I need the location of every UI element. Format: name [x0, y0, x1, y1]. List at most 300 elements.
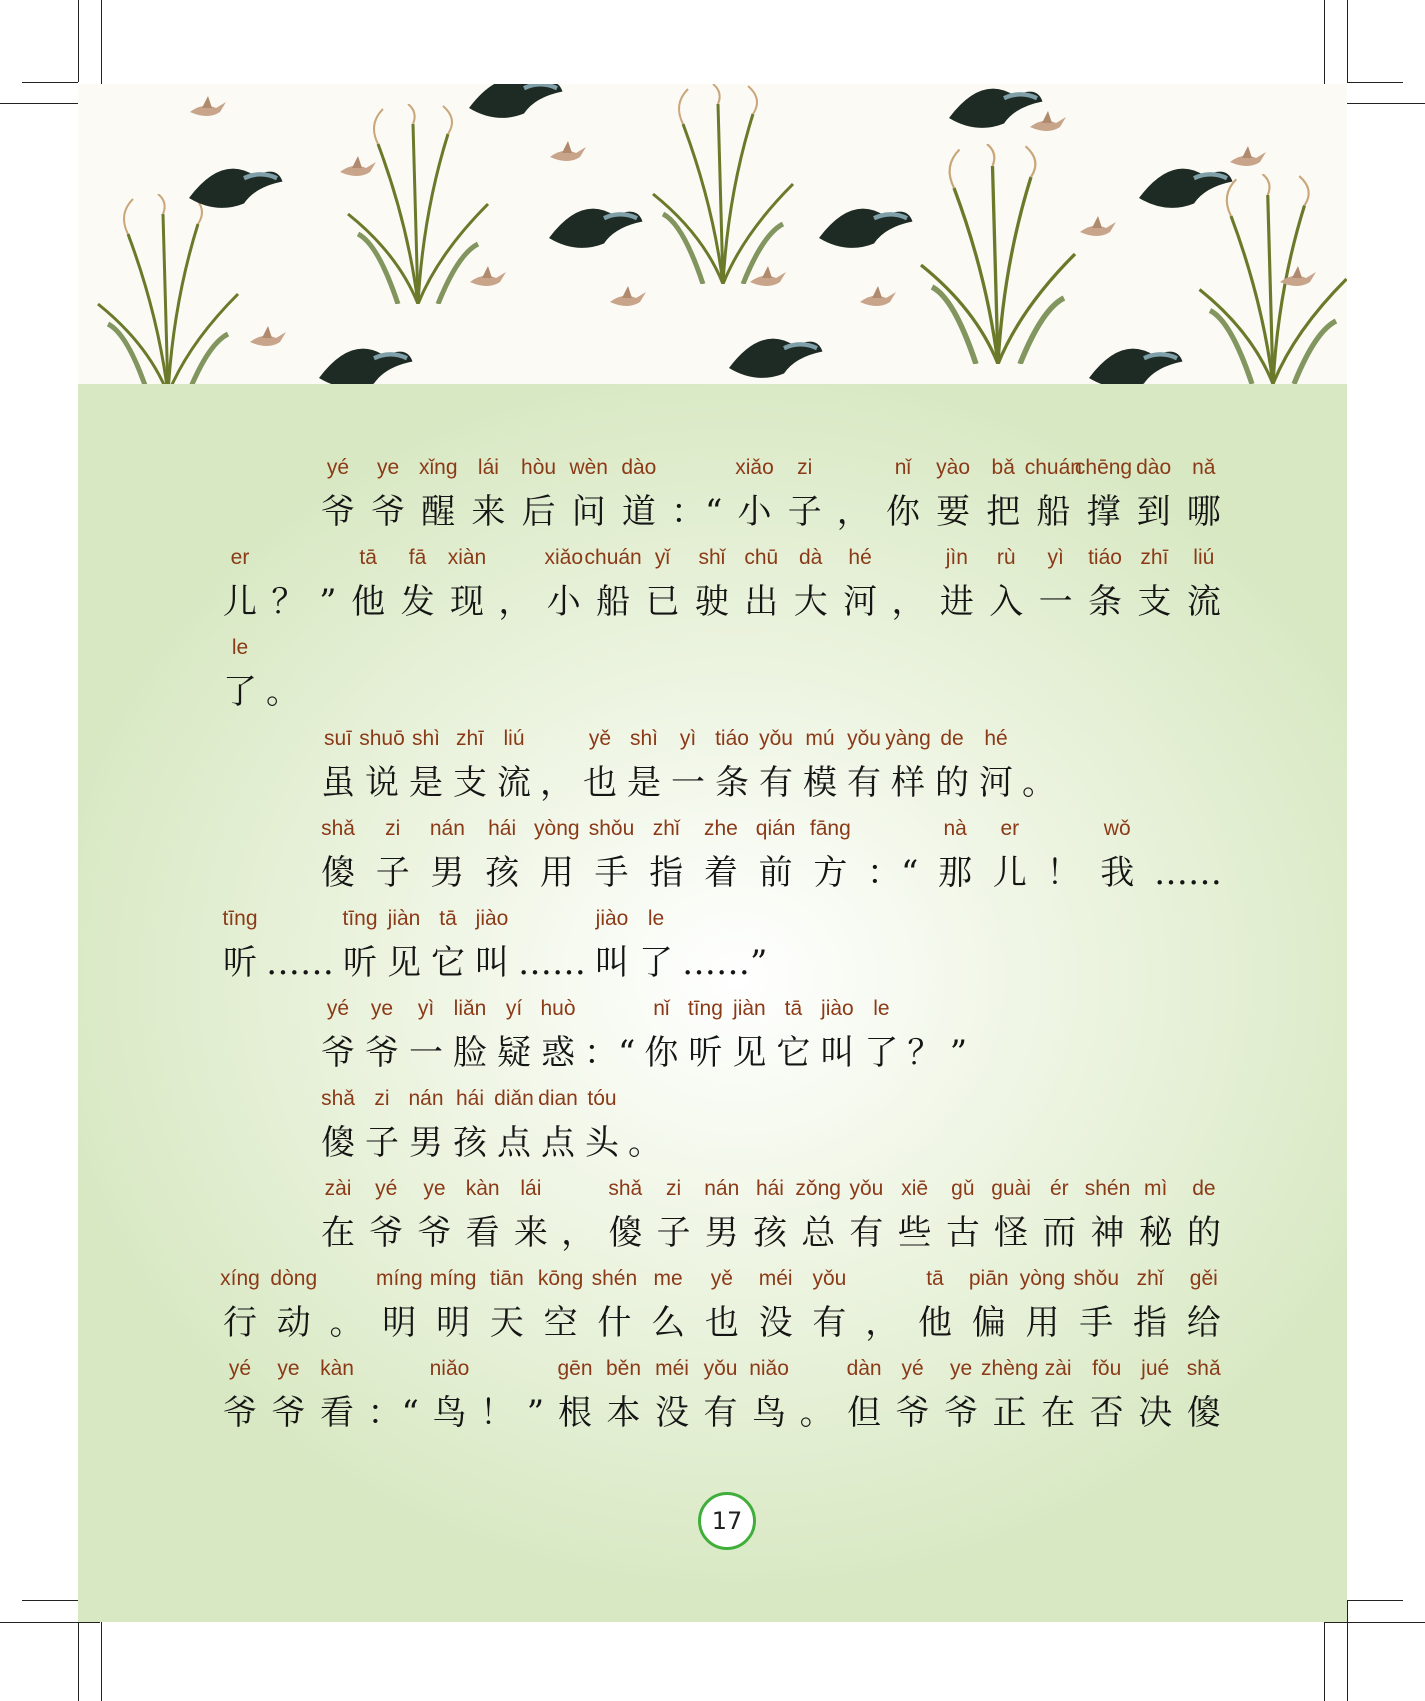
hanzi: 子: [656, 1213, 691, 1253]
ruby-character: [400, 546, 436, 622]
ruby-character: [848, 1177, 884, 1253]
hanzi: 用: [539, 853, 574, 893]
pinyin: qián: [755, 817, 796, 840]
ruby-character: [656, 1177, 692, 1253]
pinyin: liú: [1193, 546, 1215, 569]
hanzi: 男: [430, 853, 465, 893]
hanzi: 爷: [369, 1213, 404, 1253]
pinyin: shǎ: [321, 817, 355, 840]
hanzi: ？: [907, 1033, 942, 1073]
hanzi: ……: [266, 943, 334, 983]
hanzi: 爷: [895, 1393, 930, 1433]
hanzi: 撑: [1086, 492, 1121, 532]
hanzi: ：“: [670, 492, 723, 532]
pinyin: jiào: [595, 907, 629, 930]
punctuation: [907, 1033, 941, 1073]
hanzi: 脸: [453, 1033, 487, 1073]
hanzi: 傻: [1186, 1393, 1221, 1433]
pinyin: huò: [540, 997, 576, 1020]
pinyin: niǎo: [429, 1357, 470, 1380]
ruby-character: [342, 907, 378, 983]
hanzi: 明: [436, 1303, 471, 1343]
hanzi: 怪: [994, 1213, 1029, 1253]
pinyin: tīng: [342, 907, 378, 930]
pinyin: lái: [520, 1177, 542, 1200]
ruby-character: [1089, 1357, 1125, 1433]
punctuation: [266, 672, 300, 712]
ruby-character: [1087, 546, 1123, 622]
crop-mark: [1347, 0, 1348, 82]
pinyin: ye: [377, 456, 400, 479]
hanzi: ……: [518, 943, 586, 983]
punctuation: [266, 943, 334, 983]
hanzi: 手: [1079, 1303, 1114, 1343]
text-line: [222, 1353, 1222, 1433]
pinyin: xiǎo: [544, 546, 583, 569]
ruby-character: [885, 456, 921, 532]
ruby-character: [429, 1267, 477, 1343]
hanzi: 叫: [595, 943, 629, 983]
ruby-character: [1186, 1357, 1222, 1433]
hanzi: 来: [513, 1213, 548, 1253]
crop-mark: [1347, 1600, 1348, 1701]
pinyin: yǒu: [849, 1177, 884, 1200]
pinyin: xiǎo: [735, 456, 774, 479]
ruby-character: [846, 727, 882, 803]
ruby-character: [1132, 1267, 1168, 1343]
pinyin: yé: [228, 1357, 252, 1380]
ruby-character: [370, 456, 406, 532]
hanzi: 点: [497, 1123, 531, 1163]
pinyin: yé: [326, 997, 350, 1020]
ruby-character: [465, 1177, 501, 1253]
pinyin: chuán: [584, 546, 642, 569]
hanzi: 空: [543, 1303, 578, 1343]
pinyin: yǒu: [703, 1357, 738, 1380]
ruby-character: [1024, 456, 1082, 532]
punctuation: [518, 943, 586, 983]
pinyin: dàn: [846, 1357, 882, 1380]
hanzi: 行: [223, 1303, 257, 1343]
ruby-character: [584, 546, 642, 622]
hanzi: 的: [935, 763, 969, 803]
ruby-character: [1041, 1177, 1077, 1253]
ruby-character: [819, 997, 855, 1073]
ruby-character: [1084, 1177, 1131, 1253]
pinyin: jiào: [475, 907, 509, 930]
pinyin: ér: [1049, 1177, 1069, 1200]
punctuation: [526, 1393, 544, 1433]
pinyin: er: [1000, 817, 1020, 840]
pinyin: le: [231, 636, 249, 659]
ruby-character: [222, 636, 258, 712]
hanzi: 虽: [321, 763, 355, 803]
pinyin: ye: [277, 1357, 300, 1380]
ruby-character: [650, 1267, 686, 1343]
hanzi: 听: [343, 943, 377, 983]
pinyin: jiàn: [733, 997, 766, 1020]
pinyin: tīng: [687, 997, 723, 1020]
pinyin: tā: [439, 907, 457, 930]
pinyin: yé: [901, 1357, 924, 1380]
punctuation: [584, 1033, 635, 1073]
text-line: [222, 1263, 1222, 1343]
pinyin: yé: [375, 1177, 398, 1200]
pinyin: nán: [408, 1087, 444, 1110]
pinyin: zi: [665, 1177, 682, 1200]
hanzi: 他: [917, 1303, 952, 1343]
ruby-character: [670, 727, 706, 803]
ruby-character: [429, 1357, 470, 1433]
hanzi: 入: [989, 582, 1024, 622]
ruby-character: [470, 456, 506, 532]
ruby-character: [320, 817, 356, 893]
hanzi: 爷: [271, 1393, 306, 1433]
hanzi: ”: [319, 582, 337, 622]
hanzi: 发: [400, 582, 435, 622]
ruby-character: [1073, 1267, 1120, 1343]
pinyin: yǐ: [654, 546, 671, 569]
hanzi: 有: [812, 1303, 847, 1343]
ruby-character: [842, 546, 878, 622]
ruby-character: [991, 1177, 1031, 1253]
hanzi: 些: [897, 1213, 932, 1253]
hanzi: 了: [864, 1033, 899, 1073]
pinyin: yé: [326, 456, 350, 479]
pinyin: zài: [1044, 1357, 1072, 1380]
pinyin: wǒ: [1103, 817, 1131, 840]
hanzi: 疑: [497, 1033, 531, 1073]
hanzi: 傻: [321, 1123, 355, 1163]
pinyin: tiān: [489, 1267, 524, 1290]
hanzi: 方: [813, 853, 848, 893]
hanzi: 子: [787, 492, 822, 532]
hanzi: 河: [979, 763, 1013, 803]
ruby-character: [621, 456, 657, 532]
pinyin: míng: [375, 1267, 423, 1290]
pinyin: xǐng: [419, 456, 458, 479]
ruby-character: [270, 1267, 318, 1343]
punctuation: [800, 1393, 834, 1433]
pinyin: tīng: [222, 907, 258, 930]
hanzi: 子: [375, 853, 410, 893]
pinyin: shǒu: [588, 817, 635, 840]
ruby-character: [863, 997, 899, 1073]
ruby-character: [513, 1177, 549, 1253]
hanzi: 。: [266, 672, 300, 712]
pinyin: dào: [1136, 456, 1172, 479]
ruby-character: [364, 997, 400, 1073]
hanzi: 哪: [1186, 492, 1221, 532]
hanzi: 那: [938, 853, 973, 893]
hanzi: 他: [351, 582, 386, 622]
ruby-character: [1038, 546, 1074, 622]
pinyin: fāng: [809, 817, 851, 840]
hanzi: 模: [803, 763, 837, 803]
hanzi: 了: [639, 943, 673, 983]
ruby-character: [985, 456, 1021, 532]
hanzi: 也: [583, 763, 617, 803]
ruby-character: [544, 546, 583, 622]
pinyin: tā: [926, 1267, 944, 1290]
hanzi: 船: [1036, 492, 1071, 532]
ruby-character: [375, 817, 411, 893]
ruby-character: [584, 1087, 620, 1163]
ruby-character: [895, 1357, 931, 1433]
ruby-character: [1137, 1357, 1173, 1433]
hanzi: 船: [596, 582, 631, 622]
ruby-character: [605, 1357, 642, 1433]
pinyin: hòu: [521, 456, 557, 479]
hanzi: 在: [1041, 1393, 1076, 1433]
pinyin: fā: [408, 546, 427, 569]
hanzi: 天: [489, 1303, 524, 1343]
hanzi: 点: [541, 1123, 575, 1163]
hanzi: 爷: [944, 1393, 979, 1433]
ruby-character: [474, 907, 510, 983]
pinyin: zi: [374, 1087, 390, 1110]
pinyin: le: [647, 907, 665, 930]
pinyin: xiàn: [447, 546, 487, 569]
ruby-character: [588, 817, 635, 893]
pinyin: jìn: [945, 546, 968, 569]
hanzi: 是: [627, 763, 661, 803]
ruby-character: [846, 1357, 882, 1433]
ruby-character: [320, 727, 356, 803]
ruby-character: [714, 727, 750, 803]
pinyin: chuán: [1024, 456, 1082, 479]
ruby-character: [222, 546, 258, 622]
hanzi: 。: [329, 1303, 364, 1343]
ruby-character: [375, 1267, 423, 1343]
hanzi: 男: [409, 1123, 443, 1163]
text-line: [320, 1083, 662, 1163]
pinyin: suī: [323, 727, 353, 750]
hanzi: 见: [387, 943, 421, 983]
ruby-character: [704, 1267, 740, 1343]
page-number: 17: [698, 1492, 756, 1550]
pinyin: yǒu: [759, 727, 793, 750]
hanzi: 听: [688, 1033, 723, 1073]
ruby-character: [429, 817, 465, 893]
hanzi: 爷: [321, 492, 355, 532]
pinyin: shén: [591, 1267, 638, 1290]
hanzi: 孩: [752, 1213, 787, 1253]
ruby-character: [992, 817, 1028, 893]
hanzi: 否: [1089, 1393, 1124, 1433]
ruby-character: [937, 817, 973, 893]
text-line: [320, 723, 1056, 803]
hanzi: ！: [479, 1393, 514, 1433]
hanzi: 条: [715, 763, 749, 803]
punctuation: [865, 1303, 899, 1343]
crop-mark: [101, 1622, 102, 1701]
hanzi: 没: [758, 1303, 793, 1343]
ruby-character: [271, 1357, 307, 1433]
ruby-character: [1099, 817, 1135, 893]
ruby-character: [1186, 1177, 1222, 1253]
ruby-character: [703, 1357, 739, 1433]
ruby-character: [968, 1267, 1009, 1343]
ruby-character: [1186, 1267, 1222, 1343]
ruby-character: [1040, 1357, 1076, 1433]
pinyin: tiáo: [715, 727, 749, 750]
ruby-character: [320, 1177, 356, 1253]
hanzi: ……”: [682, 943, 768, 983]
ruby-character: [220, 1267, 260, 1343]
pinyin: yě: [710, 1267, 733, 1290]
hanzi: 秘: [1138, 1213, 1173, 1253]
crop-mark: [78, 0, 79, 82]
ruby-character: [988, 546, 1024, 622]
text-line: [222, 542, 1222, 622]
ruby-character: [496, 997, 532, 1073]
hanzi: 道: [621, 492, 656, 532]
pinyin: běn: [605, 1357, 642, 1380]
ruby-character: [687, 997, 723, 1073]
pinyin: chū: [744, 546, 779, 569]
pinyin: dào: [621, 456, 657, 479]
ruby-character: [452, 1087, 488, 1163]
hanzi: 给: [1186, 1303, 1221, 1343]
hanzi: ：“: [867, 853, 919, 893]
pinyin: niǎo: [749, 1357, 789, 1380]
punctuation: [628, 1123, 662, 1163]
ruby-character: [935, 456, 971, 532]
pinyin: míng: [429, 1267, 477, 1290]
hanzi: ？: [271, 582, 306, 622]
crop-mark: [1347, 1600, 1403, 1601]
ruby-character: [447, 546, 487, 622]
ruby-character: [594, 907, 630, 983]
pinyin: liú: [503, 727, 525, 750]
pinyin: dòng: [270, 1267, 318, 1290]
ruby-character: [359, 727, 405, 803]
pinyin: jué: [1141, 1357, 1170, 1380]
pinyin: shǒu: [1073, 1267, 1120, 1290]
hanzi: 一: [1038, 582, 1073, 622]
pinyin: yì: [679, 727, 697, 750]
hanzi: 本: [606, 1393, 641, 1433]
ruby-character: [654, 1357, 690, 1433]
ruby-character: [452, 997, 488, 1073]
hanzi: 决: [1138, 1393, 1173, 1433]
pinyin: shì: [629, 727, 659, 750]
pinyin: wèn: [569, 456, 608, 479]
hanzi: 偏: [971, 1303, 1006, 1343]
hanzi: 看: [320, 1393, 355, 1433]
punctuation: [271, 582, 305, 622]
hanzi: 爷: [223, 1393, 257, 1433]
crop-mark: [0, 1622, 100, 1623]
ruby-character: [934, 727, 970, 803]
hanzi: 大: [793, 582, 828, 622]
pinyin: méi: [655, 1357, 689, 1380]
ruby-character: [749, 1357, 789, 1433]
pinyin: ye: [423, 1177, 446, 1200]
ruby-character: [811, 1267, 847, 1343]
hanzi: 河: [843, 582, 878, 622]
pinyin: zhǐ: [652, 817, 680, 840]
pinyin: yí: [505, 997, 523, 1020]
ruby-character: [978, 727, 1014, 803]
hanzi: ：“: [367, 1393, 419, 1433]
pinyin: yě: [588, 727, 612, 750]
hanzi: ：“: [584, 1033, 636, 1073]
pinyin: yòng: [1019, 1267, 1066, 1290]
ruby-character: [607, 1177, 643, 1253]
punctuation: [682, 943, 767, 983]
hanzi: 问: [571, 492, 606, 532]
hanzi: 样: [891, 763, 925, 803]
hanzi: 支: [1137, 582, 1172, 622]
pinyin: de: [940, 727, 964, 750]
hanzi: 有: [847, 763, 881, 803]
hanzi: 见: [732, 1033, 767, 1073]
pinyin: hái: [455, 1087, 485, 1110]
ruby-character: [534, 817, 580, 893]
pinyin: er: [230, 546, 250, 569]
pinyin: nán: [429, 817, 465, 840]
hanzi: 但: [847, 1393, 882, 1433]
pinyin: yǒu: [847, 727, 881, 750]
hanzi: 支: [453, 763, 487, 803]
ruby-character: [452, 727, 488, 803]
hanzi: 醒: [421, 492, 456, 532]
hanzi: 着: [703, 853, 738, 893]
pinyin: yàng: [885, 727, 931, 750]
hanzi: 看: [465, 1213, 500, 1253]
hanzi: 爷: [371, 492, 406, 532]
pinyin: fǒu: [1092, 1357, 1122, 1380]
hanzi: 指: [649, 853, 684, 893]
ruby-character: [626, 727, 662, 803]
pinyin: shǎ: [608, 1177, 643, 1200]
pinyin: zi: [385, 817, 401, 840]
pinyin: guài: [991, 1177, 1031, 1200]
ruby-character: [1019, 1267, 1066, 1343]
ruby-character: [496, 727, 532, 803]
hanzi: 爷: [417, 1213, 452, 1253]
pinyin: ye: [370, 997, 394, 1020]
crop-mark: [22, 82, 78, 83]
pinyin: me: [653, 1267, 683, 1290]
pinyin: bǎ: [991, 456, 1015, 479]
ruby-character: [521, 456, 557, 532]
pinyin: shǎ: [1186, 1357, 1221, 1380]
ruby-character: [939, 546, 975, 622]
hanzi: 惑: [541, 1033, 575, 1073]
pinyin: ye: [950, 1357, 973, 1380]
hanzi: 条: [1088, 582, 1123, 622]
hanzi: 叫: [475, 943, 509, 983]
ruby-character: [945, 1177, 981, 1253]
ruby-character: [1136, 546, 1172, 622]
hanzi: 进: [939, 582, 974, 622]
hanzi: 头: [585, 1123, 619, 1163]
pinyin: gēn: [557, 1357, 593, 1380]
hanzi: 鸟: [432, 1393, 467, 1433]
pinyin: chēng: [1074, 456, 1133, 479]
ruby-character: [735, 456, 774, 532]
hanzi: 有: [759, 763, 793, 803]
hanzi: 。: [799, 1393, 834, 1433]
hanzi: 一: [409, 1033, 443, 1073]
ruby-character: [1074, 456, 1133, 532]
pinyin: gǔ: [951, 1177, 975, 1200]
ruby-character: [222, 1357, 258, 1433]
punctuation: [867, 853, 918, 893]
